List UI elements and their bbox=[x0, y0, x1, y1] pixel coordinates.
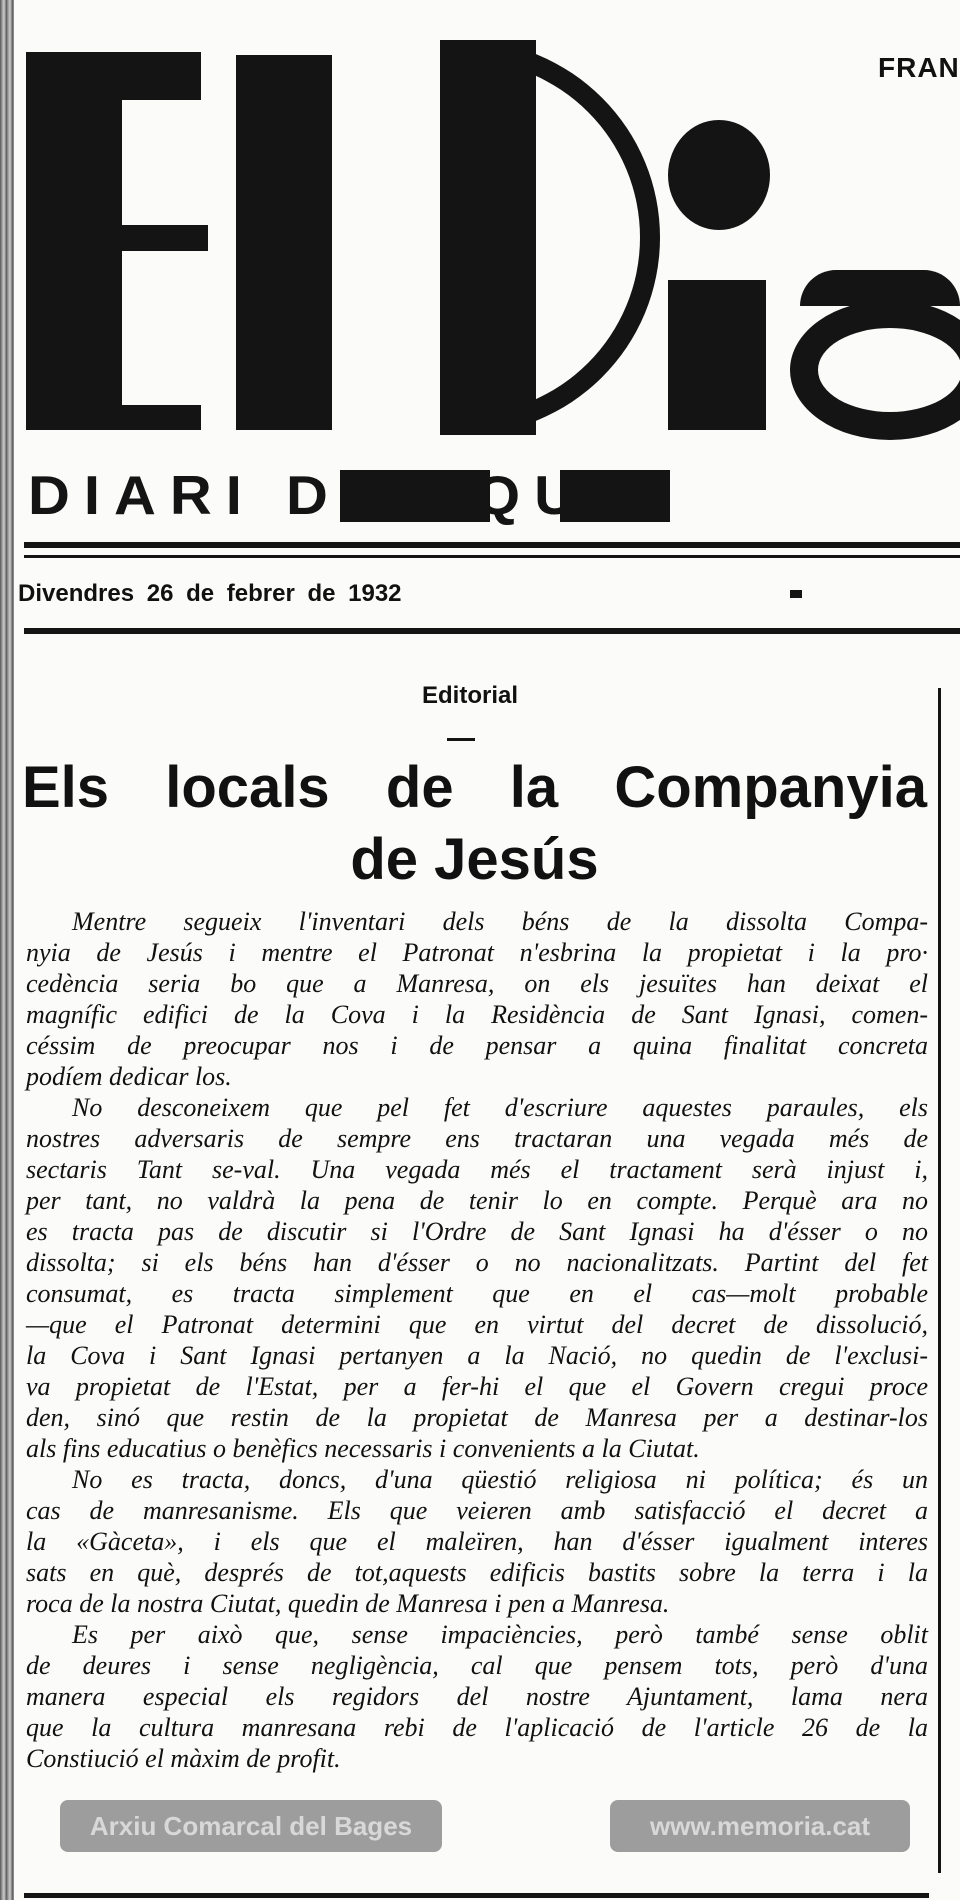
article-line: dissolta; si els béns han d'ésser o no nacionalitzats. Partint del fet bbox=[26, 1248, 928, 1277]
article-line: als fins educatius o benèfics necessaris i convenients a la Ciutat. bbox=[26, 1434, 700, 1463]
article-line: que la cultura manresana rebi de l'aplicació de l'article 26 de la bbox=[26, 1713, 928, 1742]
scan-edge bbox=[0, 0, 14, 1900]
article-body bbox=[26, 906, 928, 1774]
article-line: —que el Patronat determini que en virtut del decret de dissolució, bbox=[26, 1310, 928, 1339]
article-line: nyia de Jesús i mentre el Patronat n'esbrina la propietat i la pro· bbox=[26, 938, 928, 967]
masthead-top-right-text: FRAN bbox=[878, 52, 960, 83]
headline-line-2: de Jesús bbox=[350, 827, 599, 892]
article-line: consumat, es tracta simplement que en el cas—molt probable bbox=[26, 1279, 928, 1308]
masthead-subtitle: DIARI D'ESQU bbox=[28, 464, 591, 527]
article-line: Constiució el màxim de profit. bbox=[26, 1744, 341, 1773]
article-line: es tracta pas de discutir si l'Ordre de Sant Ignasi ha d'ésser o no bbox=[26, 1217, 928, 1246]
double-rule-bottom bbox=[24, 555, 960, 558]
article-line: de deures i sense negligència, cal que pensem tots, però d'una bbox=[26, 1651, 928, 1680]
double-rule-top bbox=[24, 542, 960, 548]
issue-date: Divendres 26 de febrer de 1932 bbox=[18, 580, 402, 607]
watermark-archive: Arxiu Comarcal del Bages bbox=[60, 1800, 442, 1852]
article-line: nostres adversaris de sempre ens tractaran una vegada més de bbox=[26, 1124, 928, 1153]
article-line: Es per això que, sense impaciències, però també sense oblit bbox=[72, 1620, 928, 1649]
article-line: podíem dedicar los. bbox=[26, 1062, 232, 1091]
article-line: la Cova i Sant Ignasi pertanyen a la Nació, no quedin de l'exclusi- bbox=[26, 1341, 928, 1370]
article-line: No es tracta, doncs, d'una qüestió religiosa ni política; és un bbox=[72, 1465, 928, 1494]
section-dash bbox=[447, 738, 475, 741]
article-line: den, sinó que restin de la propietat de Manresa per a destinar-los bbox=[26, 1403, 928, 1432]
article-line: cedència seria bo que a Manresa, on els jesuïtes han deixat el bbox=[26, 969, 928, 998]
article-line: va propietat de l'Estat, per a fer-hi el que el Govern cregui proce bbox=[26, 1372, 928, 1401]
bottom-rule bbox=[24, 1893, 929, 1898]
article-line: magnífic edifici de la Cova i la Residència de Sant Ignasi, comen- bbox=[26, 1000, 928, 1029]
article-line: No desconeixem que pel fet d'escriure aquestes paraules, els bbox=[72, 1093, 928, 1122]
article-line: la «Gàceta», i els que el maleïren, han d'ésser igualment interes bbox=[26, 1527, 928, 1556]
article-line: per tant, no valdrà la pena de tenir lo en compte. Perquè ara no bbox=[26, 1186, 928, 1215]
article-line: sats en què, després de tot,aquests edificis bastits sobre la terra i la bbox=[26, 1558, 928, 1587]
date-rule bbox=[24, 628, 960, 634]
article-line: cas de manresanisme. Els que veieren amb satisfacció el decret a bbox=[26, 1496, 928, 1525]
article-line: céssim de preocupar nos i de pensar a quina finalitat concreta bbox=[26, 1031, 928, 1060]
ornament-dot bbox=[790, 590, 802, 598]
column-rule bbox=[938, 688, 941, 1873]
headline bbox=[22, 752, 927, 896]
headline-line-1: Els locals de la Companyia bbox=[22, 755, 927, 820]
article-line: manera especial els regidors del nostre Ajuntament, lama nera bbox=[26, 1682, 928, 1711]
section-label: Editorial bbox=[421, 682, 518, 709]
watermark-url: www.memoria.cat bbox=[610, 1800, 910, 1852]
article-line: sectaris Tant se-val. Una vegada més el tractament serà injust i, bbox=[26, 1155, 928, 1184]
article-line: Mentre segueix l'inventari dels béns de la dissolta Compa- bbox=[72, 907, 928, 936]
article-line: roca de la nostra Ciutat, quedin de Manresa i pen a Manresa. bbox=[26, 1589, 670, 1618]
